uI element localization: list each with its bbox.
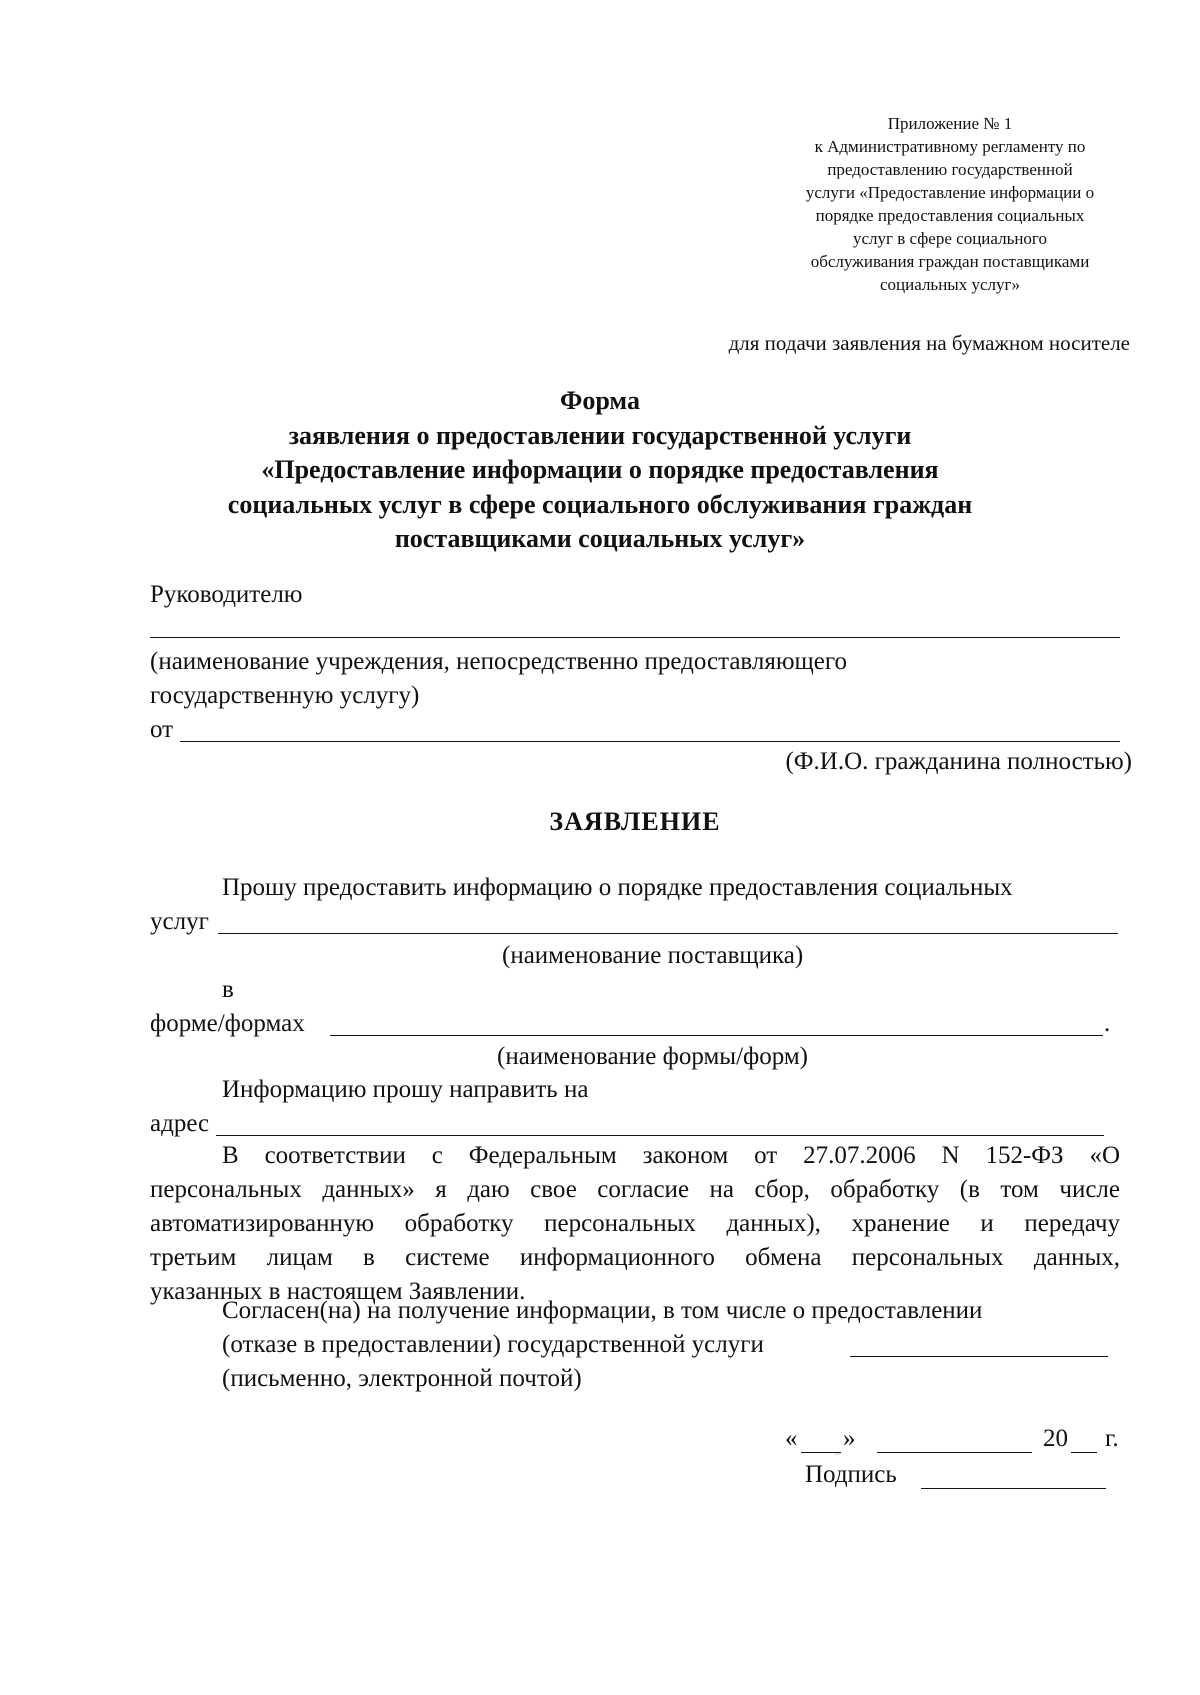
- address-label: адрес: [150, 1110, 210, 1137]
- in-label: в: [222, 976, 234, 1003]
- consent-text: автоматизированную обработку персональных данных), хранение и передачу: [150, 1210, 1120, 1237]
- agreement-text: (отказе в предоставлении) государственной услуги: [222, 1331, 764, 1358]
- from-label: от: [150, 716, 174, 743]
- date-month-field-line[interactable]: [877, 1452, 1032, 1453]
- statement-heading: ЗАЯВЛЕНИЕ: [549, 807, 721, 836]
- appendix-header: [760, 112, 1140, 296]
- provider-field-line[interactable]: [218, 933, 1118, 934]
- forms-hint: (наименование формы/форм): [497, 1043, 808, 1070]
- date-year-prefix: 20: [1043, 1425, 1068, 1452]
- appendix-line: услуг в сфере социального: [853, 229, 1047, 248]
- form-title-line: поставщиками социальных услуг»: [394, 524, 806, 553]
- appendix-line: к Административному регламенту по: [814, 137, 1086, 156]
- consent-text: персональных данных» я даю свое согласие на сбор, обработку (в том числе: [150, 1176, 1120, 1203]
- form-title: [150, 384, 1050, 557]
- date-year-suffix: г.: [1105, 1425, 1119, 1452]
- appendix-line: предоставлению государственной: [827, 160, 1073, 179]
- address-field-line[interactable]: [216, 1135, 1104, 1136]
- applicant-name-hint: (Ф.И.О. гражданина полностью): [785, 748, 1132, 775]
- forms-label: форме/формах: [150, 1010, 305, 1037]
- signature-label: Подпись: [805, 1461, 897, 1488]
- institution-hint: (наименование учреждения, непосредственно предоставляющего: [150, 648, 848, 675]
- appendix-line: социальных услуг»: [880, 275, 1020, 294]
- request-text: Прошу предоставить информацию о порядке предоставления социальных: [222, 874, 1013, 901]
- institution-hint-cont: государственную услугу): [150, 682, 420, 709]
- provider-hint: (наименование поставщика): [502, 942, 804, 969]
- send-label: Информацию прошу направить на: [222, 1076, 589, 1103]
- appendix-line: услуги «Предоставление информации о: [805, 183, 1095, 202]
- delivery-method-field-line[interactable]: [850, 1356, 1108, 1357]
- services-label: услуг: [150, 908, 209, 935]
- form-title-line: заявления о предоставлении государственной услуги: [288, 420, 912, 450]
- appendix-line: Приложение № 1: [887, 114, 1013, 133]
- forms-period: .: [1104, 1010, 1111, 1037]
- date-open-quote: «: [785, 1425, 798, 1452]
- appendix-line: обслуживания граждан поставщиками: [810, 252, 1090, 271]
- scan-speck: [835, 1453, 841, 1455]
- appendix-line: порядке предоставления социальных: [815, 206, 1085, 225]
- paper-submission-note: для подачи заявления на бумажном носителе: [728, 331, 1130, 355]
- date-close-quote: »: [843, 1425, 856, 1452]
- form-title-line: «Предоставление информации о порядке предоставления: [261, 455, 939, 484]
- recipient-label: Руководителю: [150, 581, 303, 608]
- form-title-line: социальных услуг в сфере социального обслуживания граждан: [227, 489, 973, 519]
- signature-field-line[interactable]: [921, 1488, 1106, 1489]
- consent-text: третьим лицам в системе информационного обмена персональных данных,: [150, 1244, 1120, 1271]
- delivery-method-hint: (письменно, электронной почтой): [222, 1365, 582, 1392]
- consent-text: В соответствии с Федеральным законом от 27.07.2006 N 152-ФЗ «О: [222, 1142, 1120, 1169]
- consent-text: указанных в настоящем Заявлении.: [150, 1278, 526, 1305]
- applicant-name-field-line[interactable]: [180, 741, 1120, 742]
- agreement-text: Согласен(на) на получение информации, в том числе о предоставлении: [222, 1297, 983, 1324]
- institution-field-line[interactable]: [150, 637, 1120, 638]
- form-title-line: Форма: [560, 386, 640, 415]
- forms-field-line[interactable]: [330, 1035, 1103, 1036]
- date-year-field-line[interactable]: [1071, 1452, 1097, 1453]
